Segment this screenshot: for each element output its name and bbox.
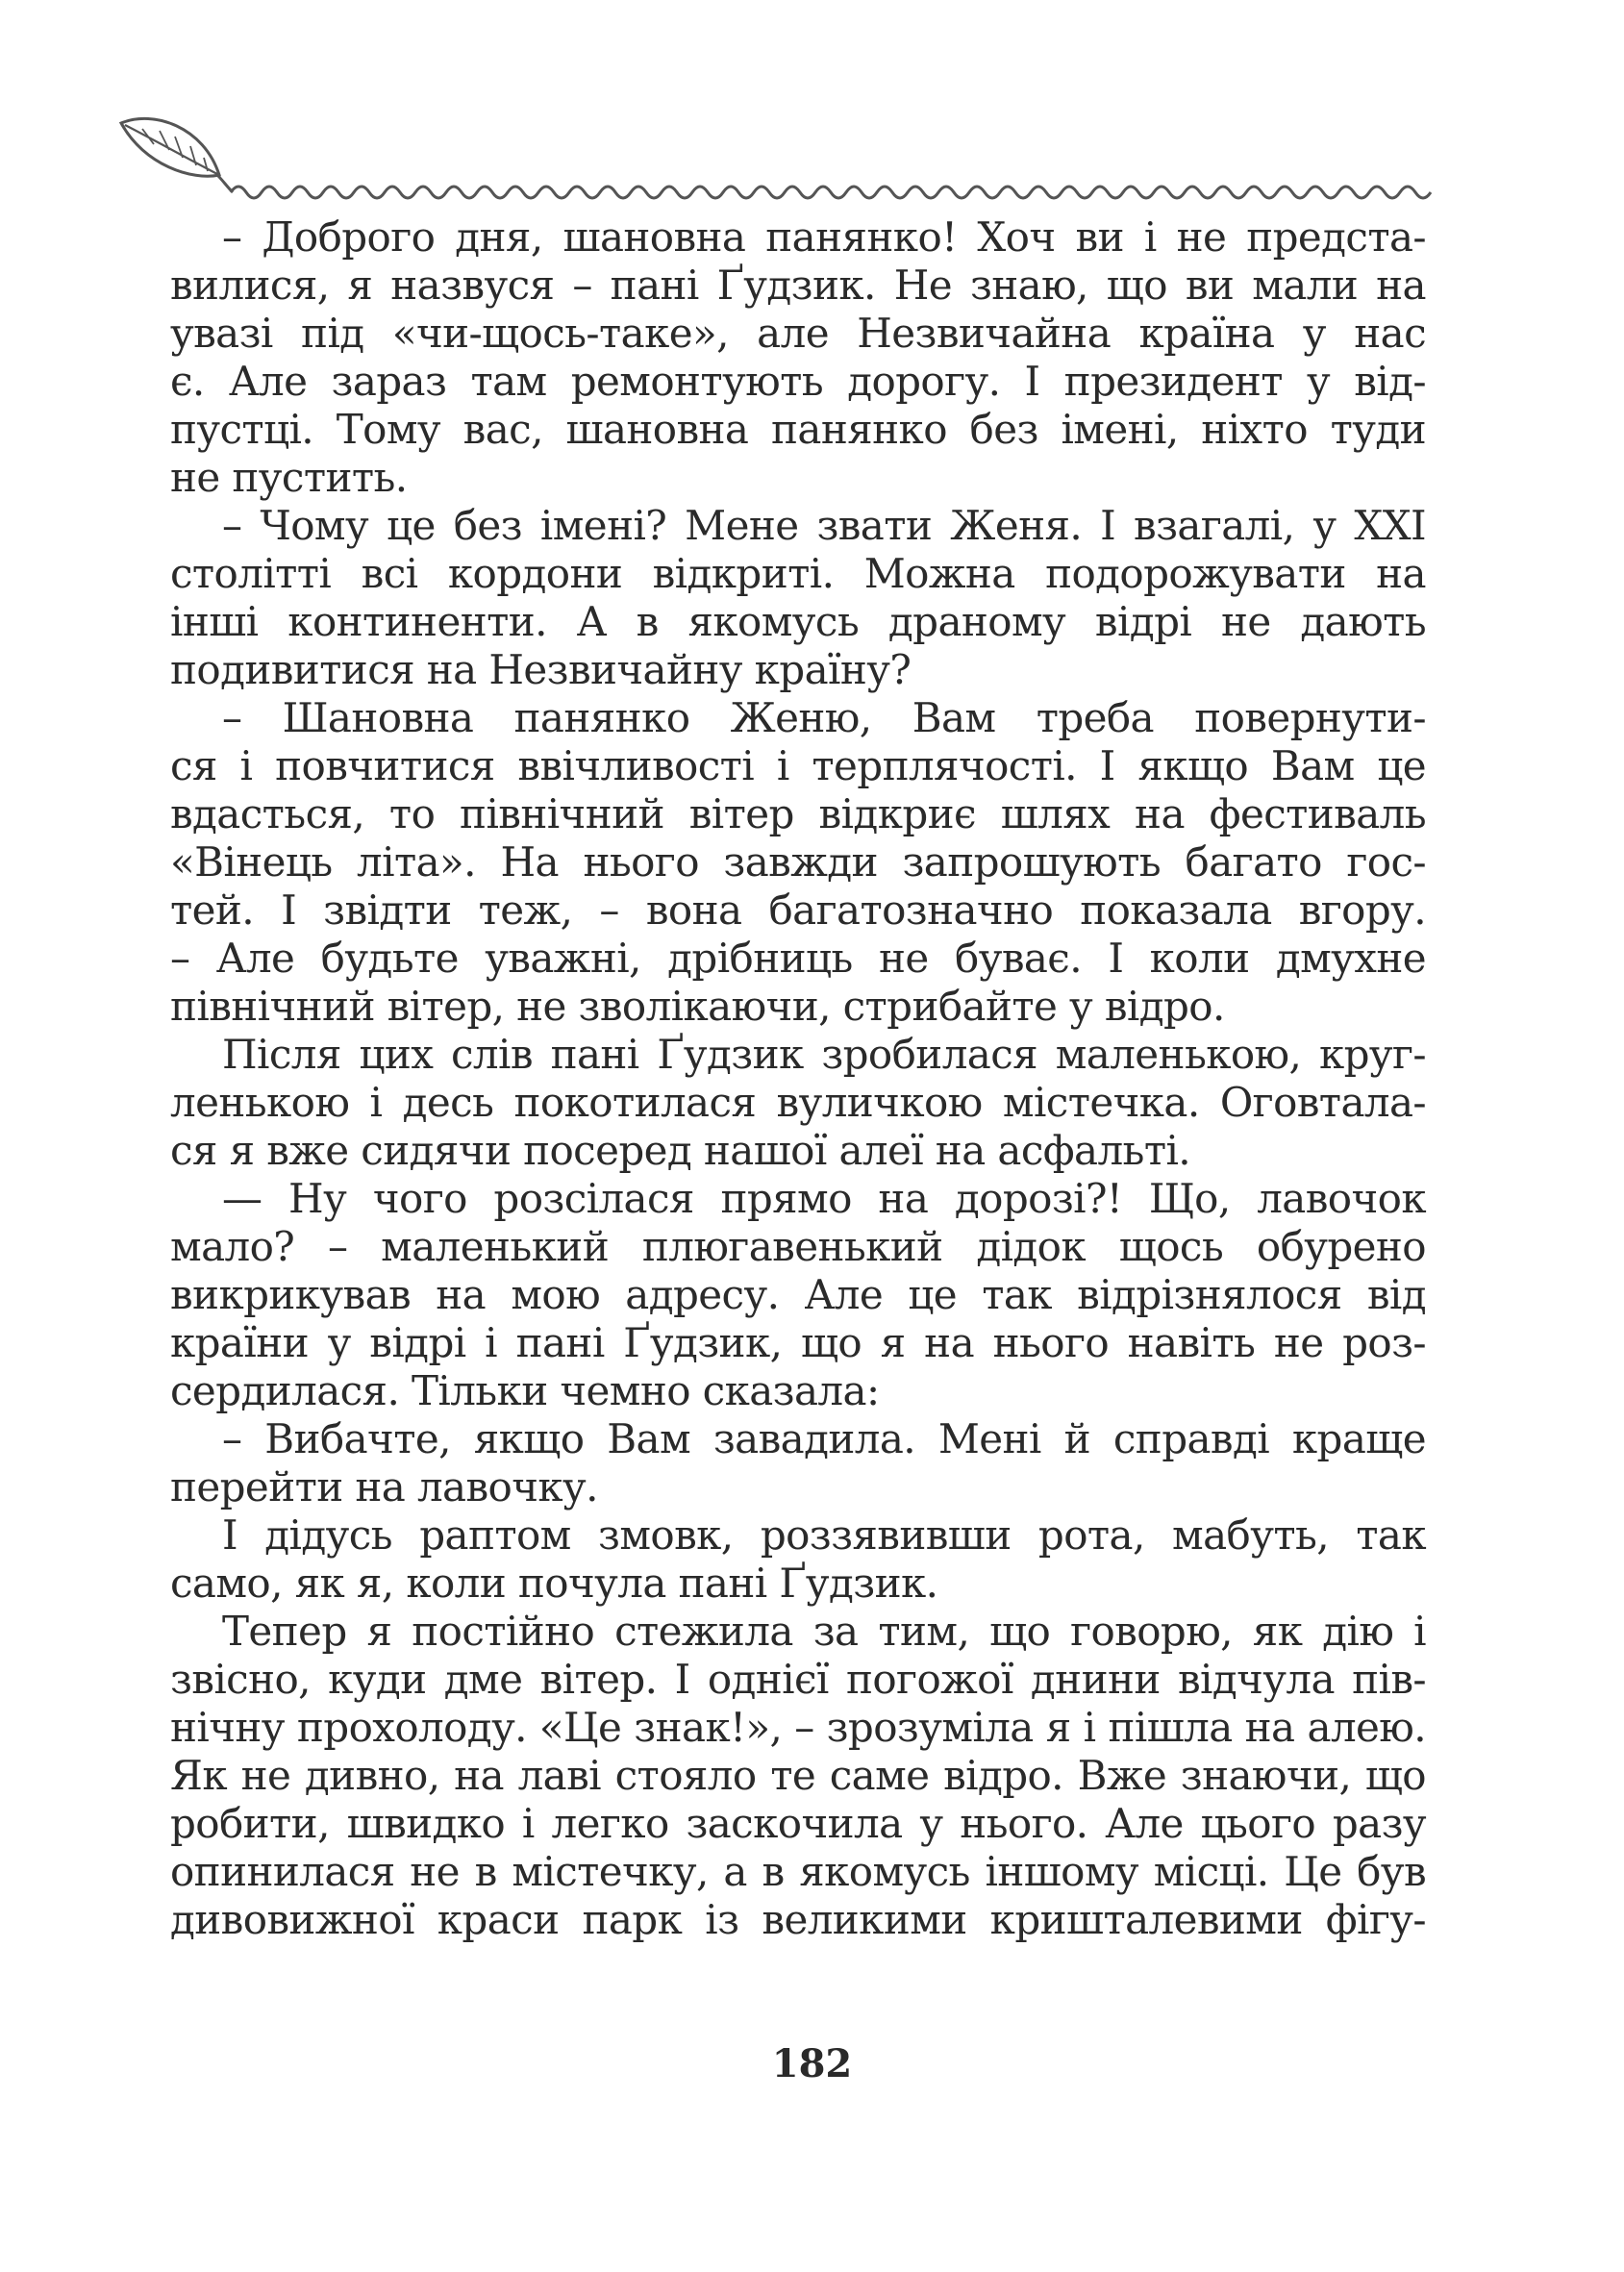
- body-text: [170, 213, 1426, 1944]
- text-line: країни у відрі і пані Ґудзик, що я на нього навіть не роз-: [170, 1319, 1426, 1366]
- page-number: 182: [771, 2041, 853, 2086]
- text-line: мало? – маленький плюгавенький дідок щось обурено: [170, 1223, 1426, 1270]
- text-line: подивитися на Незвичайну країну?: [170, 646, 912, 693]
- text-line: звісно, куди дме вітер. І однієї погожої днини відчула пів-: [170, 1656, 1426, 1703]
- text-line: північний вітер, не зволікаючи, стрибайте у відро.: [170, 983, 1225, 1030]
- text-line: перейти на лавочку.: [170, 1463, 598, 1511]
- text-line: інші континенти. А в якомусь драному відрі не дають: [170, 598, 1426, 645]
- text-line: робити, швидко і легко заскочила у нього. Але цього разу: [170, 1800, 1426, 1847]
- text-line: ленькою і десь покотилася вуличкою містечка. Оговтала-: [170, 1079, 1426, 1126]
- text-line: увазі під «чи-щось-таке», але Незвичайна країна у нас: [170, 310, 1426, 357]
- text-line: Як не дивно, на лаві стояло те саме відро. Вже знаючи, що: [170, 1752, 1426, 1799]
- text-line: Тепер я постійно стежила за тим, що говорю, як дію і: [222, 1608, 1426, 1655]
- text-line: вилися, я назвуся – пані Ґудзик. Не знаю, що ви мали на: [170, 262, 1426, 309]
- text-line: опинилася не в містечку, а в якомусь іншому місці. Це був: [170, 1848, 1426, 1895]
- text-line: Після цих слів пані Ґудзик зробилася маленькою, круг-: [222, 1031, 1426, 1078]
- text-line: – Доброго дня, шановна панянко! Хоч ви і не предста-: [222, 213, 1426, 261]
- text-line: ся я вже сидячи посеред нашої алеї на асфальті.: [170, 1127, 1191, 1174]
- text-line: «Вінець літа». На нього завжди запрошують багато гос-: [170, 838, 1426, 886]
- text-line: – Вибачте, якщо Вам завадила. Мені й справді краще: [222, 1415, 1426, 1462]
- text-line: само, як я, коли почула пані Ґудзик.: [170, 1560, 938, 1607]
- text-line: пустці. Тому вас, шановна панянко без імені, ніхто туди: [170, 406, 1426, 453]
- text-line: – Шановна панянко Женю, Вам треба повернути-: [222, 694, 1426, 741]
- text-line: тей. І звідти теж, – вона багатозначно показала вгору.: [170, 886, 1426, 934]
- text-line: викрикував на мою адресу. Але це так відрізнялося від: [170, 1271, 1426, 1318]
- text-line: є. Але зараз там ремонтують дорогу. І президент у від-: [170, 358, 1426, 405]
- text-line: — Ну чого розсілася прямо на дорозі?! Що, лавочок: [222, 1175, 1426, 1222]
- wavy-divider: [231, 187, 1431, 198]
- text-line: – Чому це без імені? Мене звати Женя. І взагалі, у XXI: [222, 502, 1426, 549]
- text-line: нічну прохолоду. «Це знак!», – зрозуміла я і пішла на алею.: [170, 1704, 1426, 1751]
- text-line: дивовижної краси парк із великими кришталевими фігу-: [170, 1896, 1426, 1943]
- text-line: столітті всі кордони відкриті. Можна подорожувати на: [170, 550, 1426, 597]
- text-line: сердилася. Тільки чемно сказала:: [170, 1367, 880, 1414]
- text-line: ся і повчитися ввічливості і терплячості. І якщо Вам це: [170, 742, 1426, 789]
- text-line: не пустить.: [170, 454, 408, 501]
- text-line: – Але будьте уважні, дрібниць не буває. І коли дмухне: [170, 935, 1426, 982]
- text-line: вдасться, то північний вітер відкриє шлях на фестиваль: [170, 790, 1426, 837]
- leaf-icon: [121, 118, 233, 192]
- header-ornament: [115, 106, 1433, 202]
- text-line: І дідусь раптом змовк, роззявивши рота, мабуть, так: [222, 1511, 1426, 1559]
